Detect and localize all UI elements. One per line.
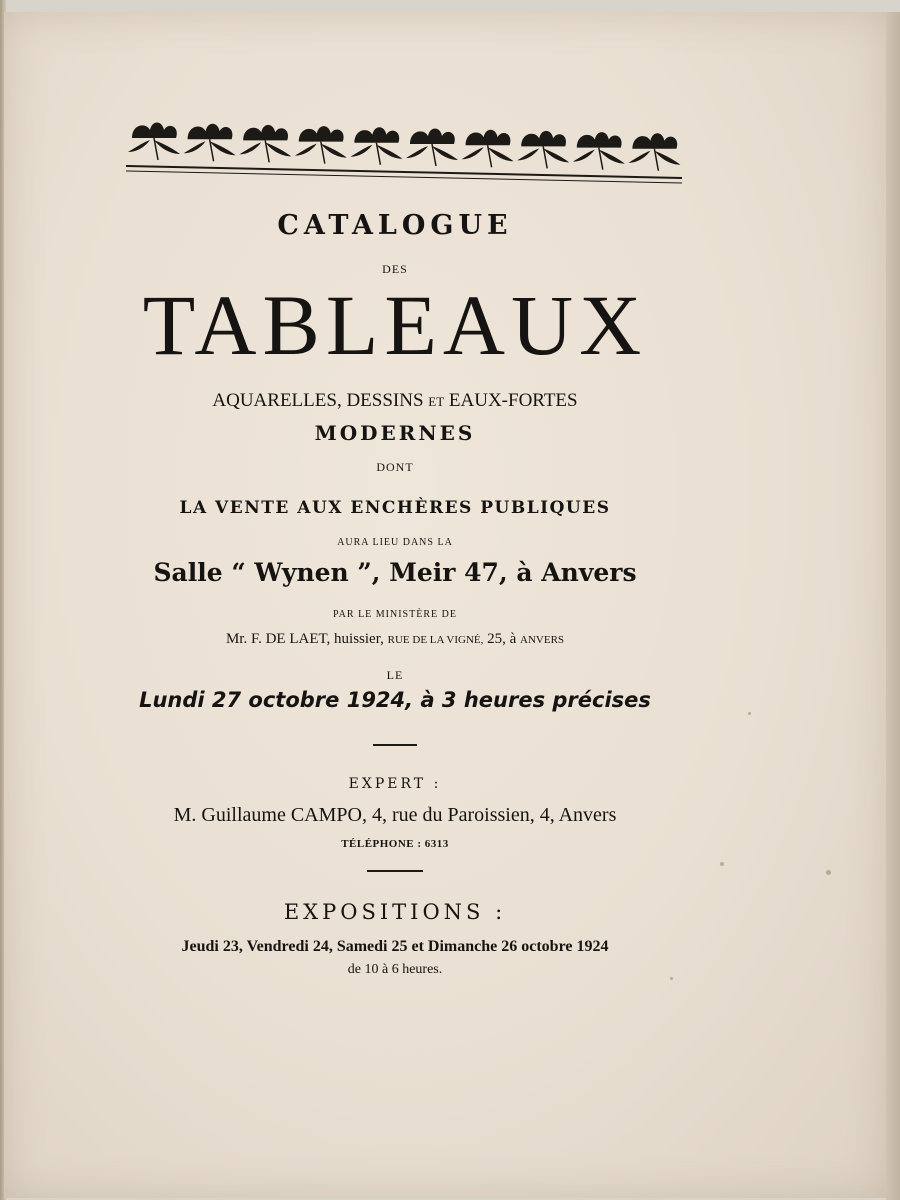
heading-modernes: MODERNES bbox=[314, 421, 476, 445]
divider bbox=[367, 870, 423, 872]
eaux-fortes-text: EAUX-FORTES bbox=[448, 390, 578, 411]
expert-address: M. Guillaume CAMPO, 4, rue du Paroissien, 4, Anvers bbox=[173, 804, 617, 826]
flower-ornament-icon bbox=[239, 125, 291, 162]
foxing-spot bbox=[826, 870, 831, 875]
word-le: LE bbox=[386, 668, 404, 682]
huissier-number: 25, à bbox=[487, 631, 517, 647]
exhibition-days: Jeudi 23, Vendredi 24, Samedi 25 et Dimanche 26 octobre 1924 bbox=[181, 938, 609, 955]
sale-date: Lundi 27 octobre 1924, à 3 heures précises bbox=[139, 688, 651, 712]
foxing-spot bbox=[748, 712, 751, 715]
huissier-name: Mr. F. DE LAET, huissier, bbox=[225, 631, 384, 647]
flower-ornament-icon bbox=[517, 131, 569, 169]
flower-ornament-icon bbox=[128, 123, 180, 161]
text-aura-lieu: AURA LIEU DANS LA bbox=[337, 537, 453, 548]
word-dont: DONT bbox=[376, 460, 414, 474]
heading-tableaux: TABLEAUX bbox=[142, 277, 648, 373]
flower-ornament-icon bbox=[573, 132, 625, 170]
flower-ornament-icon bbox=[462, 130, 514, 168]
huissier-street: RUE DE LA VIGNÉ, bbox=[387, 634, 484, 646]
heading-expositions: EXPOSITIONS : bbox=[283, 900, 507, 924]
heading-vente: LA VENTE AUX ENCHÈRES PUBLIQUES bbox=[179, 498, 611, 518]
flower-ornament-icon bbox=[628, 133, 680, 171]
venue-line: Salle “ Wynen ”, Meir 47, à Anvers bbox=[153, 558, 637, 587]
huissier-city: ANVERS bbox=[520, 634, 565, 646]
heading-catalogue: CATALOGUE bbox=[277, 210, 513, 241]
heading-expert: EXPERT : bbox=[348, 776, 442, 792]
divider bbox=[373, 744, 417, 746]
aquarelles-text: AQUARELLES, DESSINS bbox=[212, 390, 424, 411]
huissier-line bbox=[100, 631, 690, 648]
flower-ornament-icon bbox=[350, 127, 402, 165]
word-des: DES bbox=[382, 262, 408, 276]
aquarelles-et: ET bbox=[428, 394, 445, 409]
exhibition-hours: de 10 à 6 heures. bbox=[347, 962, 443, 977]
floral-border-icon bbox=[126, 118, 682, 198]
subtitle-aquarelles bbox=[100, 390, 690, 412]
flower-ornament-icon bbox=[295, 126, 347, 164]
flower-ornament-icon bbox=[406, 129, 458, 167]
text-par-le-ministere: PAR LE MINISTÈRE DE bbox=[333, 609, 457, 620]
expert-telephone: TÉLÉPHONE : 6313 bbox=[341, 838, 449, 850]
foxing-spot bbox=[720, 862, 724, 866]
flower-ornament-icon bbox=[184, 124, 236, 162]
page-edge bbox=[886, 12, 900, 1200]
